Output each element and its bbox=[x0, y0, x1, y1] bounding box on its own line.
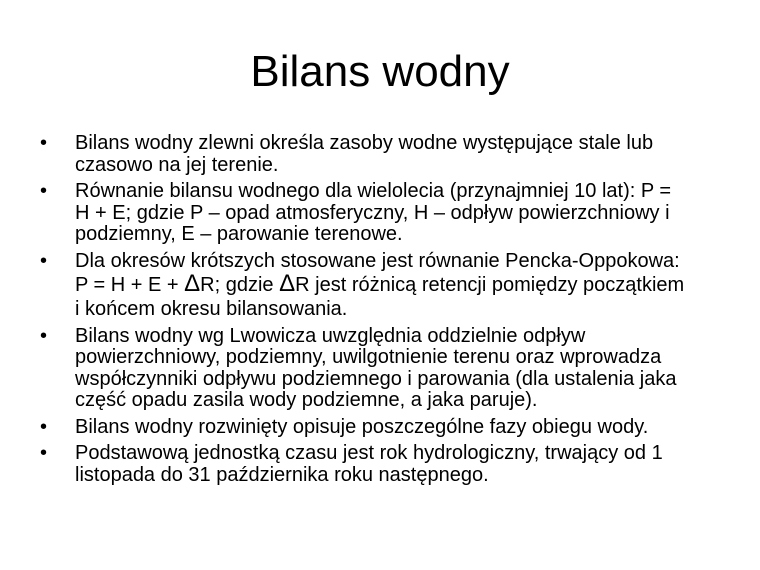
equation-text: R jest różnicą retencji pomiędzy początkiem bbox=[295, 274, 685, 296]
bullet-dot-icon: • bbox=[40, 324, 48, 347]
bullet-text-line: powierzchniowy, podziemny, uwilgotnienie terenu oraz wprowadza bbox=[75, 346, 662, 368]
bullet-text-line: czasowo na jej terenie. bbox=[75, 153, 279, 176]
bullet-dot-icon: • bbox=[40, 249, 48, 272]
bullet-list bbox=[40, 133, 720, 491]
equation-line bbox=[75, 272, 720, 299]
equation-text: P = H + E + bbox=[75, 274, 185, 296]
bullet-text-line: Bilans wodny wg Lwowicza uwzględnia oddzielnie odpływ bbox=[75, 324, 586, 347]
bullet-text-line: H + E; gdzie P – opad atmosferyczny, H – odpływ powierzchniowy i bbox=[75, 201, 670, 224]
bullet-text-line: Dla okresów krótszych stosowane jest równanie Pencka-Oppokowa: bbox=[75, 249, 680, 272]
bullet-text-line: Bilans wodny zlewni określa zasoby wodne występujące stale lub bbox=[75, 132, 654, 154]
bullet-text-line: listopada do 31 października roku następnego. bbox=[75, 463, 489, 486]
bullet-item-4 bbox=[40, 326, 720, 412]
bullet-item-1 bbox=[40, 133, 720, 176]
bullet-item-5 bbox=[40, 417, 720, 439]
bullet-dot-icon: • bbox=[40, 180, 48, 202]
bullet-text-line: współczynniki odpływu podziemnego i parowania (dla ustalenia jaka bbox=[75, 367, 677, 390]
delta-symbol: Δ bbox=[184, 270, 201, 297]
bullet-text-line: Bilans wodny rozwinięty opisuje poszczególne fazy obiegu wody. bbox=[75, 415, 649, 438]
bullet-item-3 bbox=[40, 251, 720, 321]
bullet-text-line: i końcem okresu bilansowania. bbox=[75, 298, 348, 320]
bullet-dot-icon: • bbox=[40, 415, 48, 438]
bullet-text-line: podziemny, E – parowanie terenowe. bbox=[75, 223, 403, 245]
bullet-item-2 bbox=[40, 181, 720, 246]
bullet-item-6 bbox=[40, 443, 720, 486]
bullet-text-line: Równanie bilansu wodnego dla wielolecia (przynajmniej 10 lat): P = bbox=[75, 180, 672, 202]
bullet-text-line: Podstawową jednostką czasu jest rok hydrologiczny, trwający od 1 bbox=[75, 442, 663, 464]
equation-text: R; gdzie bbox=[200, 274, 280, 296]
bullet-dot-icon: • bbox=[40, 442, 48, 464]
bullet-text-line: część opadu zasila wody podziemne, a jaka paruje). bbox=[75, 389, 538, 411]
slide-title: Bilans wodny bbox=[250, 47, 510, 96]
delta-symbol: Δ bbox=[279, 270, 296, 297]
bullet-dot-icon: • bbox=[40, 132, 48, 154]
